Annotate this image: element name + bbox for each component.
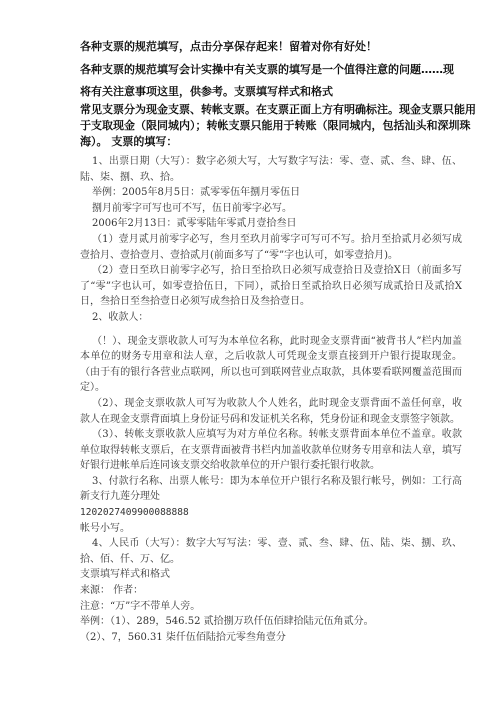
- paragraph-payee-3: （3）、转帐支票收款人应填写为对方单位名称。转帐支票背面本单位不盖章。收款单位取得转帐支票后，在支票背面被背书栏内加盖收款单位财务专用章和法人章，填写好银行进帐单后连同该支票交给收款单位的开户银行委托银行收款。: [80, 429, 462, 472]
- paragraph-payee-2: （2）、现金支票收款人可写为收款人个人姓名，此时现金支票背面不盖任何章，收款人在现金支票背面填上身份证号码和发证机关名称，凭身份证和现金支票签字领款。: [80, 397, 462, 425]
- paragraph-month-rule: （1）壹月贰月前零字必写，叁月至玖月前零字可写可不写。拾月至拾贰月必须写成壹拾月、壹拾壹月、壹拾贰月(前面多写了“零”字也认可，如零壹拾月)。: [80, 233, 462, 261]
- paragraph-source: 来源： 作者：: [80, 585, 144, 597]
- paragraph-example-1: 举例：2005年8月5日：贰零零伍年捌月零伍日: [92, 187, 301, 199]
- paragraph-bank-name: 3、付款行名称、出票人帐号：即为本单位开户银行名称及银行帐号，例如：工行高新支行九莲分理处: [80, 475, 462, 503]
- paragraph-example-note: 捌月前零字可写也可不写，伍日前零字必写。: [92, 202, 292, 214]
- paragraph-date-rule: 1、出票日期（大写）：数字必须大写，大写数字写法：零、壹、贰、叁、肆、伍、陆、柒、捌、玖、拾。: [80, 156, 462, 183]
- document-body: [80, 154, 462, 645]
- paragraph-account-note: 帐号小写。: [80, 522, 130, 534]
- paragraph-note: 注意：“万”字不带单人旁。: [80, 600, 201, 612]
- heading-line-1: 各种支票的规范填写，点击分享保存起来！留着对你有好处！: [80, 40, 377, 53]
- heading-line-2: 各种支票的规范填写会计实操中有关支票的填写是一个值得注意的问题……现: [80, 63, 454, 76]
- paragraph-amount-rule: 4、人民币（大写）：数字大写写法：零、壹、贰、叁、肆、伍、陆、柒、捌、玖、拾、佰、仟、万、亿。: [80, 538, 462, 565]
- paragraph-day-rule: （2）壹日至玖日前零字必写，拾日至拾玖日必须写成壹拾日及壹拾Ⅹ日（前面多写了“零”字也认可，如零壹拾伍日，下同），贰拾日至贰拾玖日必须写成贰拾日及贰拾Ⅹ日，叁拾日至叁拾壹日必须写成叁拾日及叁拾壹日。: [80, 265, 462, 308]
- paragraph-amount-example-1: 举例：（1）、289，546.52 贰拾捌万玖仟伍佰肆拾陆元伍角贰分。: [80, 616, 374, 628]
- intro-paragraph: 常见支票分为现金支票、转帐支票。在支票正面上方有明确标注。现金支票只能用于支取现金（限同城内）；转帐支票只能用于转账（限同城内，包括汕头和深圳珠海）。 支票的填写：: [80, 103, 476, 148]
- heading-line-3: 将有关注意事项这里，供参考。支票填写样式和格式: [80, 85, 333, 98]
- paragraph-example-2: 2006年2月13日：贰零零陆年零贰月壹拾叁日: [92, 218, 297, 230]
- account-number: 1202027409900088888: [80, 507, 189, 519]
- spacer: [80, 326, 462, 334]
- paragraph-amount-example-2: （2）、7，560.31 柒仟伍佰陆拾元零叁角壹分: [80, 631, 286, 643]
- paragraph-payee-1: （！）、现金支票收款人可写为本单位名称，此时现金支票背面“被背书人”栏内加盖本单位的财务专用章和法人章，之后收款人可凭现金支票直接到开户银行提取现金。（由于有的银行各营业点联网，所以也可到联网营业点取款，具体要看联网覆盖范围而定）。: [80, 335, 462, 394]
- paragraph-style-title: 支票填写样式和格式: [80, 569, 170, 581]
- paragraph-payee-heading: 2、收款人：: [92, 311, 149, 323]
